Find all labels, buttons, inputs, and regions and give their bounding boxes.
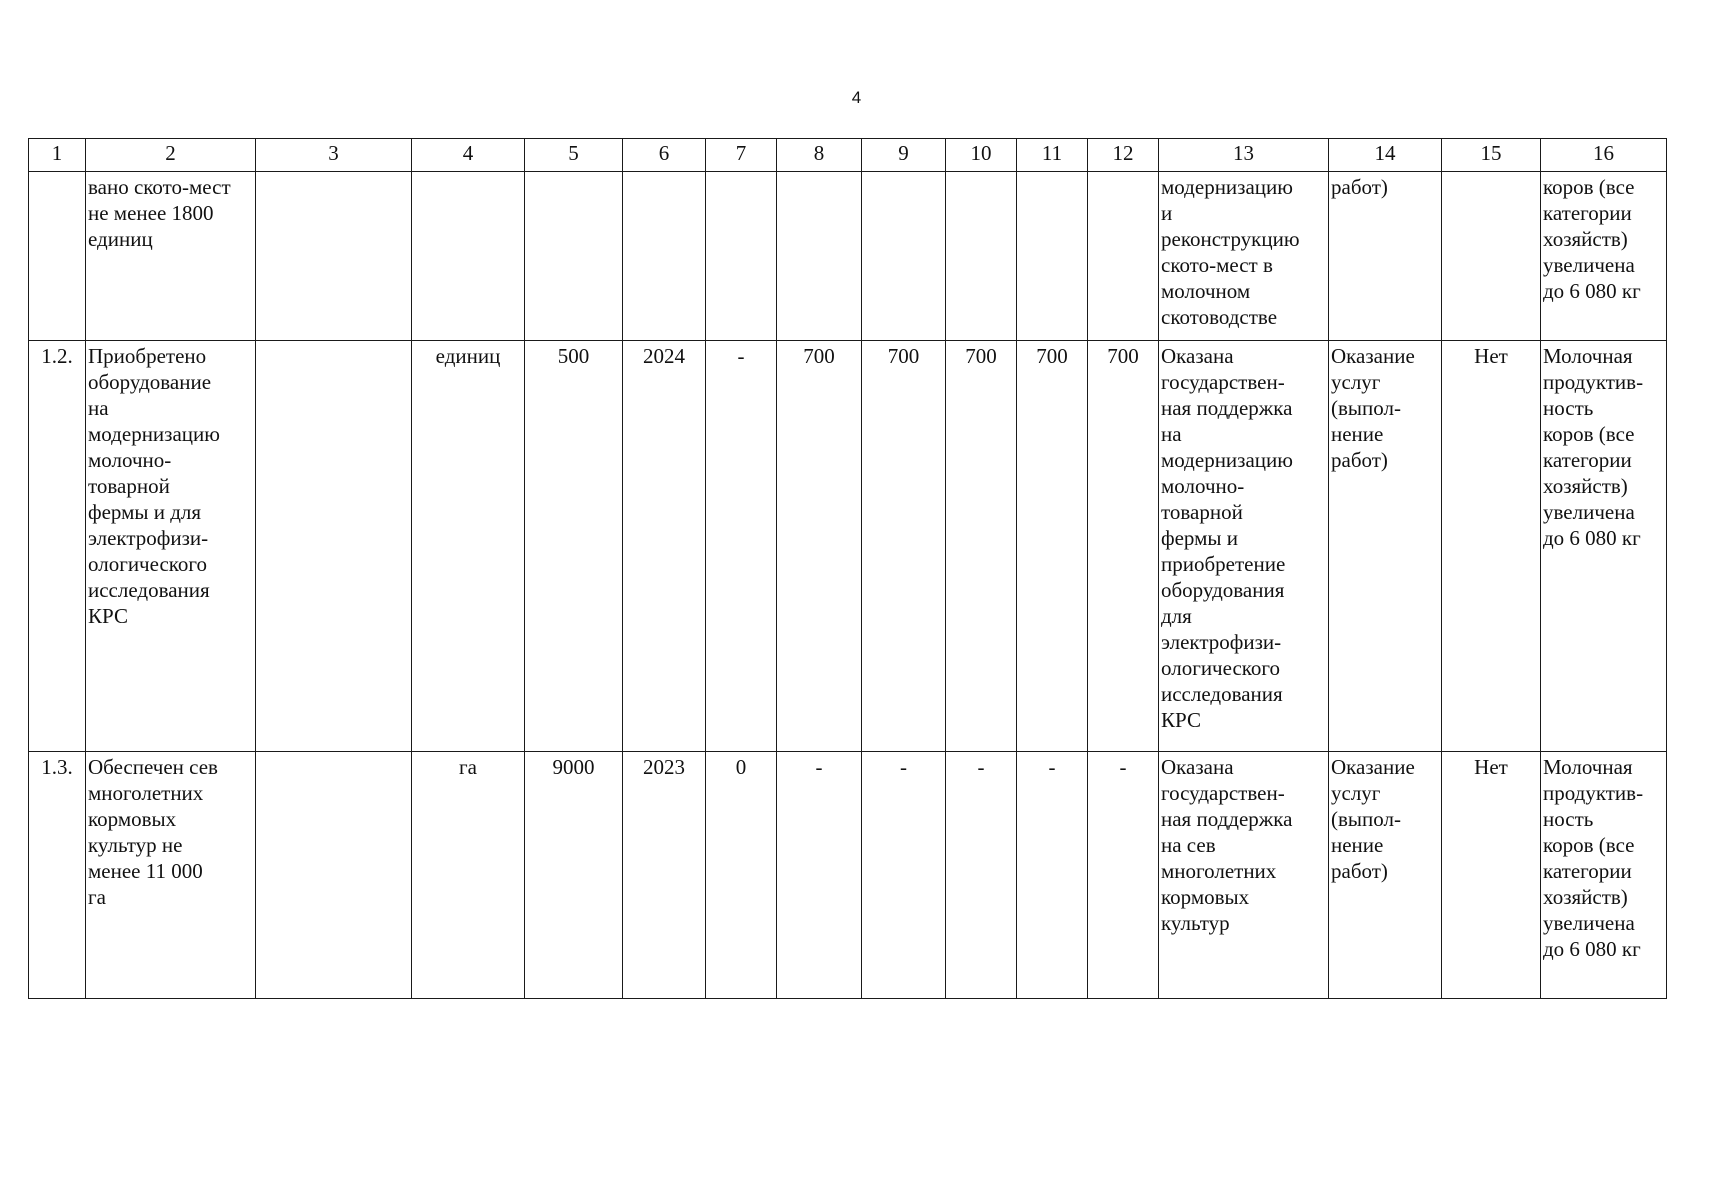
table-cell: 2024: [623, 341, 706, 752]
table-cell: 700: [777, 341, 862, 752]
indicators-table: [28, 138, 1667, 999]
type-cell: Оказание услуг (выпол- нение работ): [1329, 341, 1442, 752]
table-cell: -: [862, 752, 946, 999]
column-header: 4: [412, 139, 525, 172]
column-header: 6: [623, 139, 706, 172]
table-cell: 700: [946, 341, 1017, 752]
unit-cell: единиц: [412, 341, 525, 752]
support-description-cell: Оказана государствен- ная поддержка на модернизацию молочно- товарной фермы и приобретение оборудования для электрофизи- ологического исследования КРС: [1159, 341, 1329, 752]
result-name-cell: Приобретено оборудование на модернизацию молочно- товарной фермы и для электрофизи- ологического исследования КРС: [86, 341, 256, 752]
effect-cell: Молочная продуктив- ность коров (все категории хозяйств) увеличена до 6 080 кг: [1541, 341, 1667, 752]
effect-cell: Молочная продуктив- ность коров (все категории хозяйств) увеличена до 6 080 кг: [1541, 752, 1667, 999]
page-number: 4: [851, 88, 862, 107]
column-header: 7: [706, 139, 777, 172]
table-cell: [623, 172, 706, 341]
table-row: [29, 172, 1667, 341]
table-cell: [1088, 172, 1159, 341]
support-description-cell: Оказана государствен- ная поддержка на сев многолетних кормовых культур: [1159, 752, 1329, 999]
column-header: 2: [86, 139, 256, 172]
table-cell: Нет: [1442, 341, 1541, 752]
column-header: 9: [862, 139, 946, 172]
column-header: 3: [256, 139, 412, 172]
table-cell: [706, 172, 777, 341]
column-header: 14: [1329, 139, 1442, 172]
column-header: 15: [1442, 139, 1541, 172]
table-cell: [525, 172, 623, 341]
type-cell: Оказание услуг (выпол- нение работ): [1329, 752, 1442, 999]
row-number-cell: 1.2.: [29, 341, 86, 752]
support-description-cell: модернизацию и реконструкцию ското-мест в молочном скотоводстве: [1159, 172, 1329, 341]
column-header: 16: [1541, 139, 1667, 172]
column-header: 8: [777, 139, 862, 172]
table-cell: 700: [862, 341, 946, 752]
row-number-cell: 1.3.: [29, 752, 86, 999]
table-cell: 700: [1017, 341, 1088, 752]
table-cell: 700: [1088, 341, 1159, 752]
table-cell: -: [777, 752, 862, 999]
table-cell: [777, 172, 862, 341]
header-row: [29, 139, 1667, 172]
column-header: 11: [1017, 139, 1088, 172]
table-cell: Нет: [1442, 752, 1541, 999]
table-cell: [256, 752, 412, 999]
table-cell: 0: [706, 752, 777, 999]
row-number-cell: [29, 172, 86, 341]
result-name-cell: Обеспечен сев многолетних кормовых культур не менее 11 000 га: [86, 752, 256, 999]
column-header: 10: [946, 139, 1017, 172]
table-row: [29, 341, 1667, 752]
type-cell: работ): [1329, 172, 1442, 341]
column-header: 12: [1088, 139, 1159, 172]
table-row: [29, 752, 1667, 999]
unit-cell: [412, 172, 525, 341]
table-cell: 9000: [525, 752, 623, 999]
result-name-cell: вано ското-мест не менее 1800 единиц: [86, 172, 256, 341]
table-cell: [946, 172, 1017, 341]
table-cell: -: [1088, 752, 1159, 999]
table-cell: -: [946, 752, 1017, 999]
table-cell: -: [706, 341, 777, 752]
column-header: 1: [29, 139, 86, 172]
column-header: 13: [1159, 139, 1329, 172]
table-cell: [862, 172, 946, 341]
table-cell: -: [1017, 752, 1088, 999]
table-cell: 500: [525, 341, 623, 752]
table-cell: [256, 341, 412, 752]
table-cell: [1442, 172, 1541, 341]
column-header: 5: [525, 139, 623, 172]
table-cell: [1017, 172, 1088, 341]
table-cell: 2023: [623, 752, 706, 999]
unit-cell: га: [412, 752, 525, 999]
effect-cell: коров (все категории хозяйств) увеличена до 6 080 кг: [1541, 172, 1667, 341]
table-cell: [256, 172, 412, 341]
